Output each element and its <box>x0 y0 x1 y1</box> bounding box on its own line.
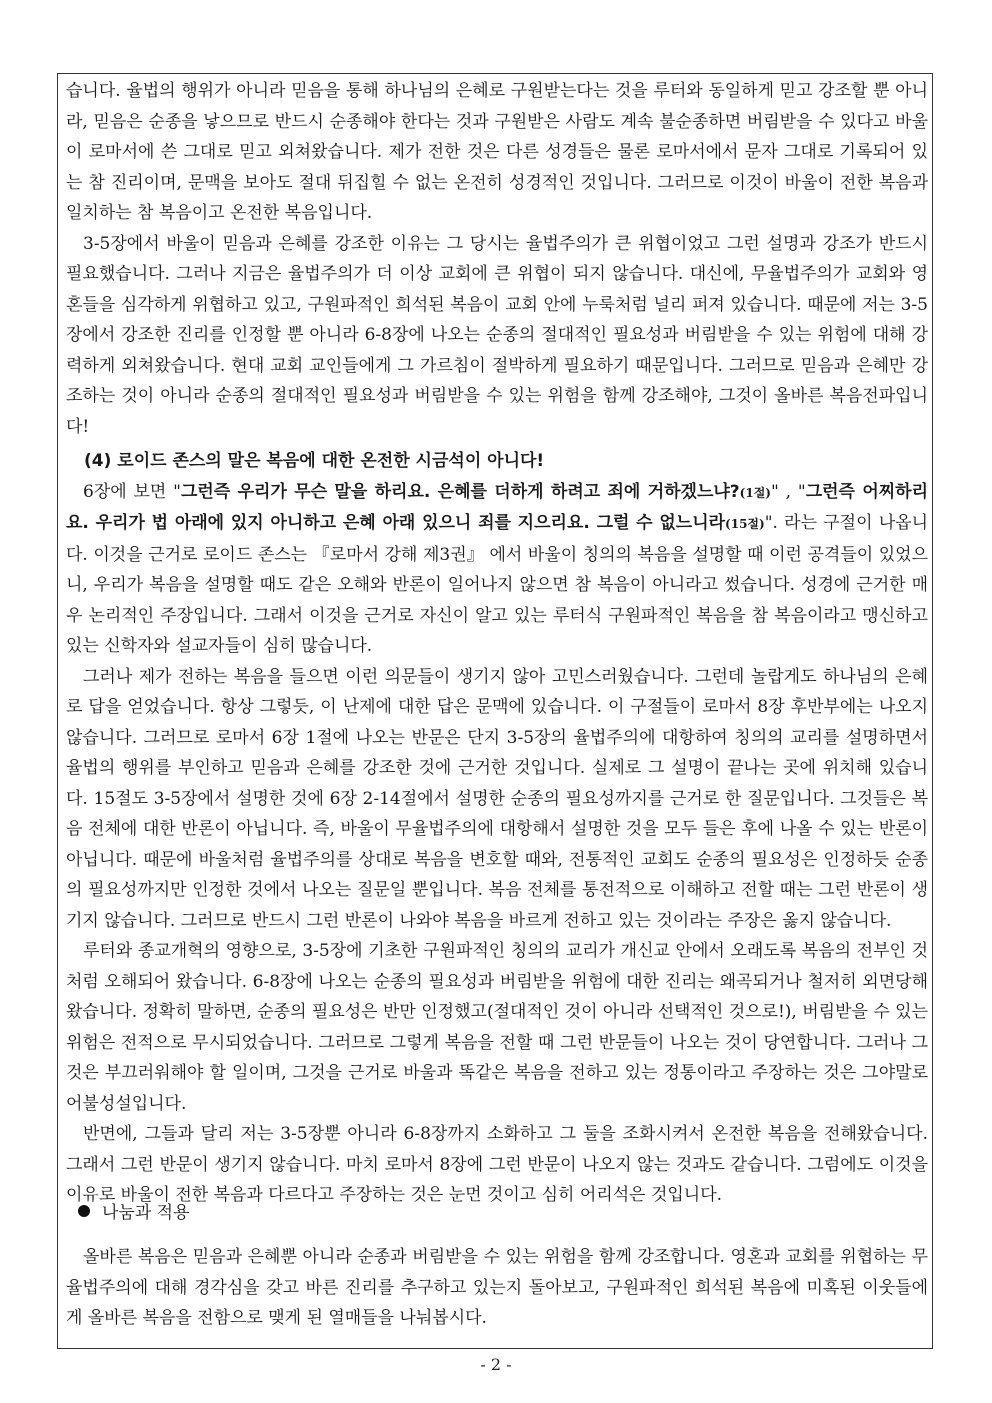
quote-verse-15: 그런즉 어찌하리요. 우리가 법 아래에 있지 아니하고 은혜 아래 있으니 죄를 지으리요. 그럴 수 없느니라 <box>66 481 929 533</box>
paragraph-1: 습니다. 율법의 행위가 아니라 믿음을 통해 하나님의 은혜로 구원받는다는 것을 루터와 동일하게 믿고 강조할 뿐 아니라, 믿음은 순종을 낳으므로 반드시 순종해야 한다는 것과 구원받은 사람도 계속 불순종하면 버림받을 수 있다고 바울이 로마서에 쓴 그대로 믿고 외쳐왔습니다. 제가 전한 것은 다른 성경들은 물론 로마서에서 문자 그대로 기록되어 있는 참 진리이며, 문맥을 보아도 절대 뒤집힐 수 없는 온전히 성경적인 것입니다. 그러므로 이것이 바울이 전한 복음과 일치하는 참 복음이고 온전한 복음입니다. <box>66 81 928 223</box>
sharing-heading <box>66 1198 928 1228</box>
page-number: - 2 - <box>480 1355 512 1374</box>
body-text-top <box>66 76 928 442</box>
section-4-paragraph-1 <box>66 477 928 662</box>
quote-verse-1: 그런즉 우리가 무슨 말을 하리요. 은혜를 더하게 하려고 죄에 거하겠느냐? <box>181 481 740 502</box>
bullet-icon <box>78 1205 90 1217</box>
section-4-heading: (4) 로이드 존스의 말은 복음에 대한 온전한 시금석이 아니다! <box>84 451 545 471</box>
sharing-heading-label: 나눔과 적용 <box>102 1203 190 1223</box>
section-4-paragraph-3: 루터와 종교개혁의 영향으로, 3-5장에 기초한 구원파적인 칭의의 교리가 개신교 안에서 오래도록 복음의 전부인 것처럼 오해되어 왔습니다. 6-8장에 나오는 순종의 필요성과 버림받을 위험에 대한 진리는 왜곡되거나 철저히 외면당해왔습니다. 정확히 말하면, 순종의 필요성은 반만 인정했고(절대적인 것이 아니라 선택적인 것으로!), 버림받을 수 있는 위험은 전적으로 무시되었습니다. 그러므로 그렇게 복음을 전할 때 그런 반문들이 나오는 것이 당연합니다. 그러나 그것은 부끄러워해야 할 일이며, 그것을 근거로 바울과 똑같은 복음을 전하고 있는 정통이라고 주장하는 것은 그야말로 어불성설입니다. <box>66 941 928 1114</box>
section-4-paragraph-2: 그러나 제가 전하는 복음을 들으면 이런 의문들이 생기지 않아 고민스러웠습니다. 그런데 놀랍게도 하나님의 은혜로 답을 얻었습니다. 항상 그렇듯, 이 난제에 대한 답은 문맥에 있습니다. 이 구절들이 로마서 8장 후반부에는 나오지 않습니다. 그러므로 로마서 6장 1절에 나오는 반문은 단지 3-5장의 율법주의에 대항하여 칭의의 교리를 설명하면서 율법의 행위를 부인하고 믿음과 은혜를 강조한 것에 근거한 것입니다. 실제로 그 설명이 끝나는 곳에 위치해 있습니다. 15절도 3-5장에서 설명한 것에 6장 2-14절에서 설명한 순종의 필요성까지를 근거로 한 질문입니다. 그것들은 복음 전체에 대한 반론이 아닙니다. 즉, 바울이 무율법주의에 대항해서 설명한 것을 모두 들은 후에 나올 수 있는 반론이 아닙니다. 때문에 바울처럼 율법주의를 상대로 복음을 변호할 때와, 전통적인 교회도 순종의 필요성은 인정하듯 순종의 필요성까지만 인정한 것에서 나오는 질문일 뿐입니다. 복음 전체를 통전적으로 이해하고 전할 때는 그런 반론이 생기지 않습니다. 그러므로 반드시 그런 반론이 나와야 복음을 바르게 전하고 있는 것이라는 주장은 옳지 않습니다. <box>66 666 928 931</box>
paragraph-2: 3-5장에서 바울이 믿음과 은혜를 강조한 이유는 그 당시는 율법주의가 큰 위협이었고 그런 설명과 강조가 반드시 필요했습니다. 그러나 지금은 율법주의가 더 이상 교회에 큰 위협이 되지 않습니다. 대신에, 무율법주의가 교회와 영혼들을 심각하게 위협하고 있고, 구원파적인 희석된 복음이 교회 안에 누룩처럼 널리 퍼져 있습니다. 때문에 저는 3-5장에서 강조한 진리를 인정할 뿐 아니라 6-8장에 나오는 순종의 절대적인 필요성과 버림받을 수 있는 위험에 대해 강력하게 외쳐왔습니다. 현대 교회 교인들에게 그 가르침이 절박하게 필요하기 때문입니다. 그러므로 믿음과 은혜만 강조하는 것이 아니라 순종의 절대적인 필요성과 버림받을 수 있는 위험을 함께 강조해야, 그것이 올바른 복음전파입니다! <box>66 233 928 437</box>
quote-rest: ". 라는 구절이 나옵니다. 이것을 근거로 로이드 존스는 『로마서 강해 제3권』 에서 바울이 칭의의 복음을 설명할 때 이런 공격들이 있었으니, 우리가 복음을 설명할 때도 같은 오해와 반론이 일어나지 않으면 참 복음이 아니라고 썼습니다. 성경에 근거한 매우 논리적인 주장입니다. 그래서 이것을 근거로 자신이 알고 있는 루터식 구원파적인 복음을 참 복음이라고 맹신하고 있는 신학자와 설교자들이 심히 많습니다. <box>66 513 929 656</box>
quote-lead: 6장에 보면 " <box>83 481 181 502</box>
verse-ref-15: (15절) <box>725 517 765 531</box>
section-4-paragraph-4: 반면에, 그들과 달리 저는 3-5장뿐 아니라 6-8장까지 소화하고 그 둘을 조화시켜서 온전한 복음을 전해왔습니다. 그래서 그런 반문이 생기지 않습니다. 마치 로마서 8장에 그런 반문이 나오지 않는 것과도 같습니다. 그럼에도 이것을 이유로 바울이 전한 복음과 다르다고 주장하는 것은 눈먼 것이고 심히 어리석은 것입니다. <box>66 1124 928 1205</box>
sharing-section <box>66 1198 928 1334</box>
quote-mid: " , " <box>770 481 806 502</box>
section-4 <box>66 446 928 1211</box>
verse-ref-1: (1절) <box>739 485 771 500</box>
sharing-paragraph: 올바른 복음은 믿음과 은혜뿐 아니라 순종과 버림받을 수 있는 위험을 함께 강조합니다. 영혼과 교회를 위협하는 무율법주의에 대해 경각심을 갖고 바른 진리를 추구하고 있는지 돌아보고, 구원파적인 희석된 복음에 미혹된 이웃들에게 올바른 복음을 전함으로 맺게 된 열매들을 나눠봅시다. <box>66 1247 928 1328</box>
